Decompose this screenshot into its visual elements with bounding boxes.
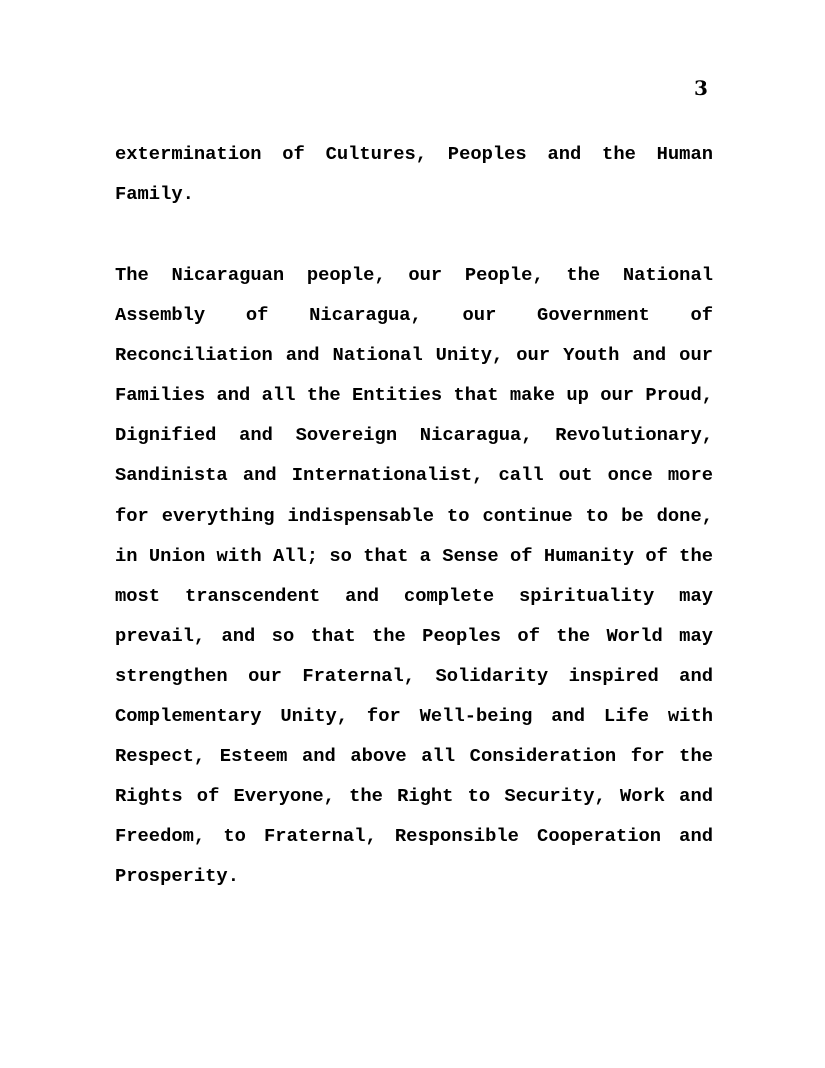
paragraph-continuation: extermination of Cultures, Peoples and the Human Family.	[115, 143, 713, 206]
page-number: 3	[694, 76, 708, 100]
paragraph-main: The Nicaraguan people, our People, the National Assembly of Nicaragua, our Government of Reconciliation and National Unity, our Youth and our Families and all the Entities that make up our Proud, Dignified and Sovereign Nicaragua, Revolutionary, Sandinista and Internationalist, call out once more for everything indispensable to continue to be done, in Union with All; so that a Sense of Humanity of the most transcendent and complete spirituality may prevail, and so that the Peoples of the World may strengthen our Fraternal, Solidarity inspired and Complementary Unity, for Well-being and Life with Respect, Esteem and above all Consideration for the Rights of Everyone, the Right to Security, Work and Freedom, to Fraternal, Responsible Cooperation and Prosperity.	[115, 264, 713, 888]
